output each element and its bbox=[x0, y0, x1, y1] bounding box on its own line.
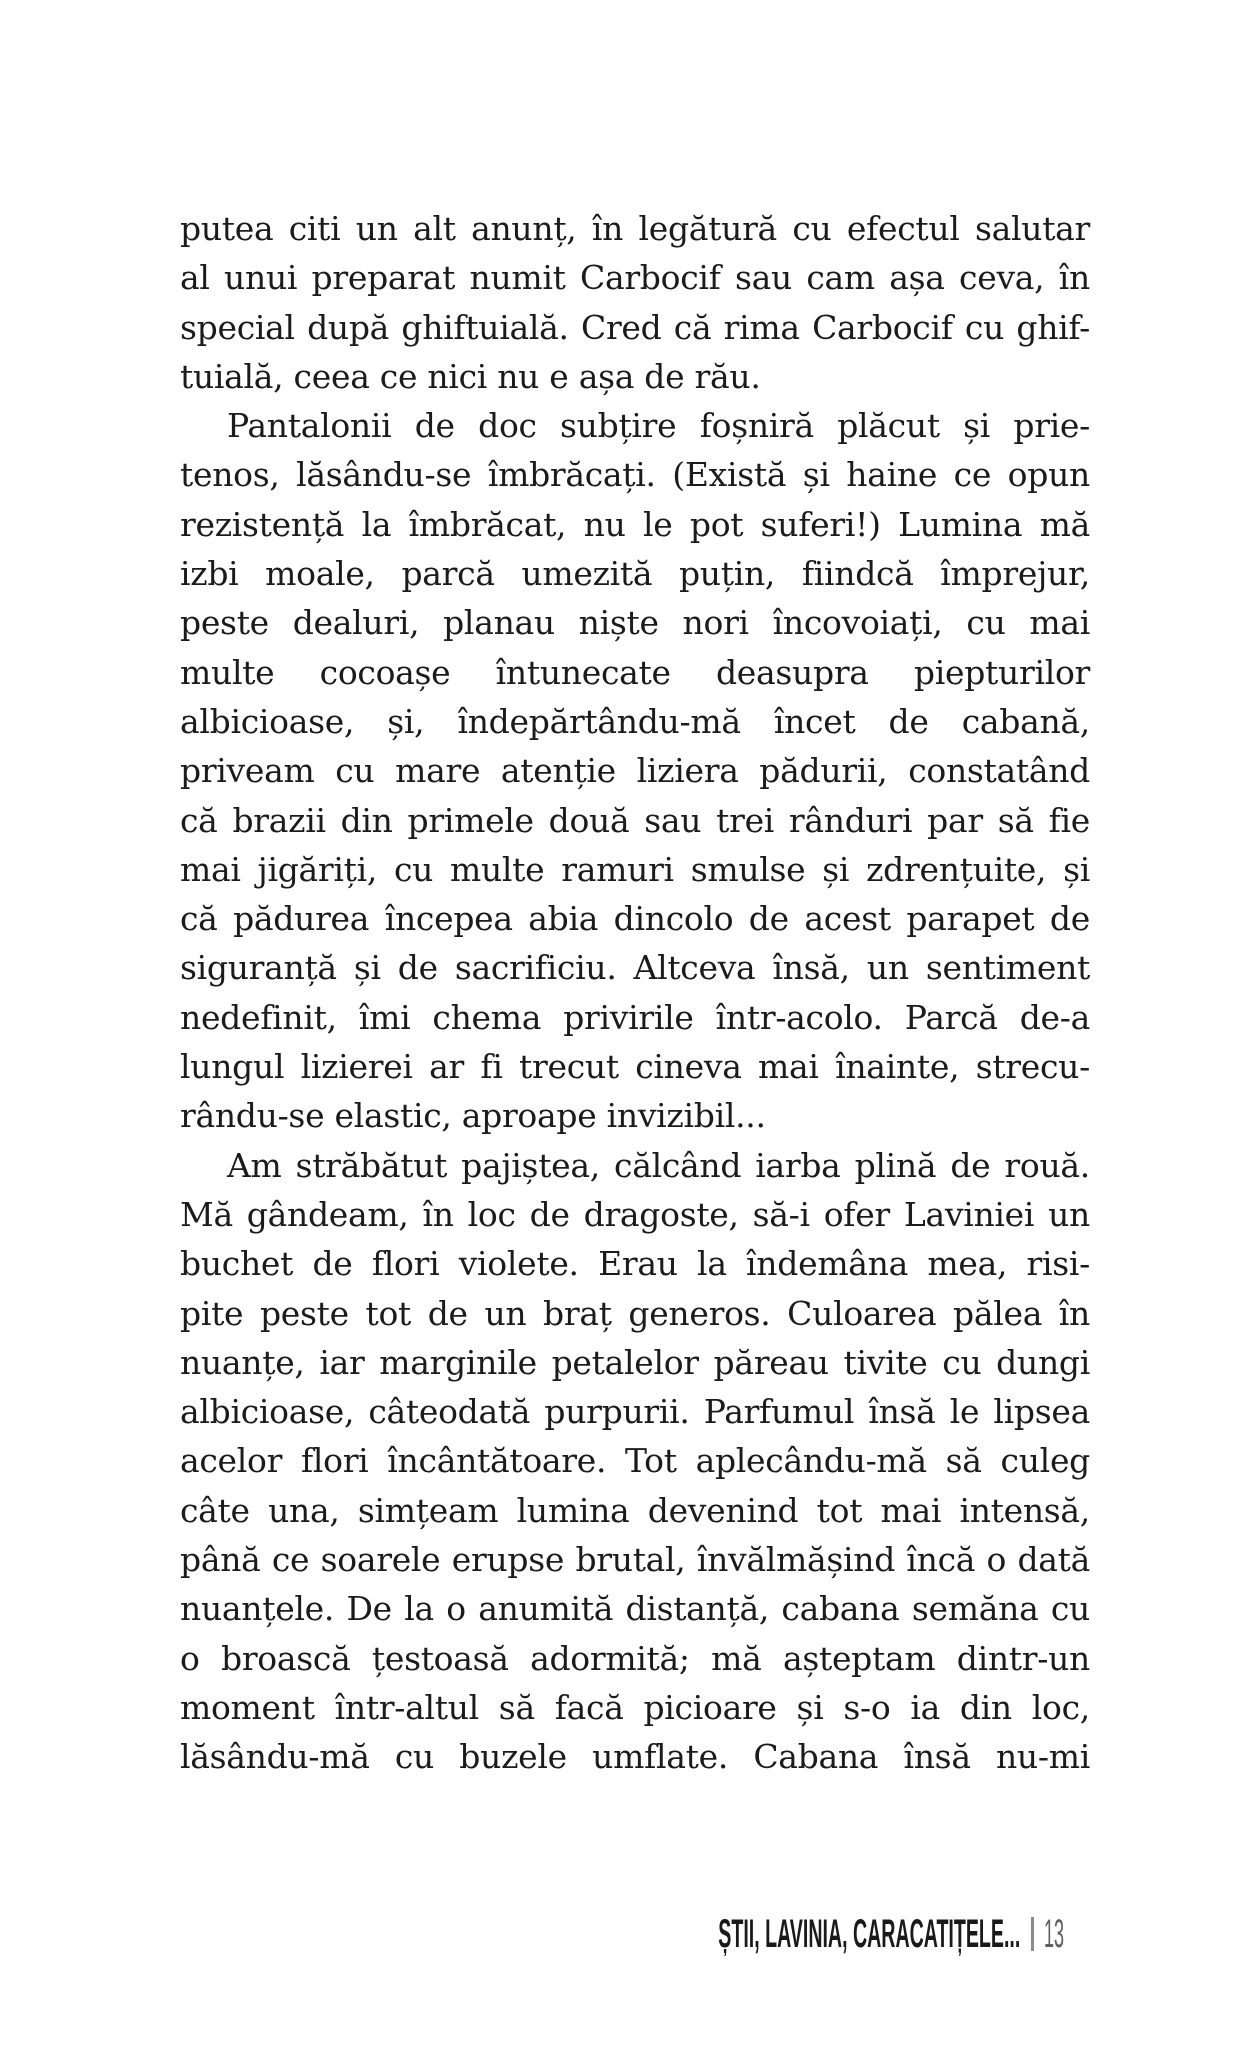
footer-separator bbox=[1031, 1917, 1034, 1951]
page-text-block bbox=[180, 204, 1090, 1782]
page-number: 13 bbox=[1043, 1912, 1064, 1956]
text-line: rezistență la îmbrăcat, nu le pot suferi!) Lumina mă bbox=[180, 504, 1090, 544]
text-line: peste dealuri, planau niște nori încovoiați, cu mai bbox=[180, 603, 1090, 643]
text-line: mai jigăriți, cu multe ramuri smulse și zdrențuite, și bbox=[180, 849, 1090, 889]
text-line: albicioase, câteodată purpurii. Parfumul însă le lipsea bbox=[180, 1392, 1090, 1432]
text-line: siguranță și de sacrificiu. Altceva însă, un sentiment bbox=[180, 948, 1090, 988]
text-line: rându-se elastic, aproape invizibil... bbox=[180, 1096, 766, 1136]
page-footer bbox=[404, 1914, 1088, 1954]
text-line: tuială, ceea ce nici nu e așa de rău. bbox=[180, 356, 761, 396]
text-line: lăsându-mă cu buzele umflate. Cabana însă nu-mi bbox=[180, 1737, 1090, 1777]
text-line: buchet de flori violete. Erau la îndemâna mea, risi- bbox=[180, 1244, 1090, 1284]
text-line: Am străbătut pajiștea, călcând iarba plină de rouă. bbox=[227, 1145, 1090, 1185]
text-line: că pădurea începea abia dincolo de acest parapet de bbox=[180, 899, 1090, 939]
text-line: priveam cu mare atenție liziera pădurii, constatând bbox=[180, 751, 1090, 791]
text-line: pite peste tot de un braț generos. Culoarea pălea în bbox=[180, 1293, 1090, 1333]
text-line: nuanțele. De la o anumită distanță, cabana semăna cu bbox=[180, 1589, 1090, 1629]
text-line: până ce soarele erupse brutal, învălmășind încă o dată bbox=[180, 1540, 1090, 1580]
text-line: special după ghiftuială. Cred că rima Carbocif cu ghif- bbox=[180, 307, 1090, 347]
text-line: Pantalonii de doc subțire foșniră plăcut și prie- bbox=[227, 406, 1090, 446]
text-line: izbi moale, parcă umezită puțin, fiindcă împrejur, bbox=[180, 554, 1090, 594]
text-line: multe cocoașe întunecate deasupra piepturilor bbox=[180, 652, 1090, 692]
text-line: nedefinit, îmi chema privirile într-acolo. Parcă de-a bbox=[180, 997, 1090, 1037]
text-line: albicioase, și, îndepărtându-mă încet de cabană, bbox=[180, 701, 1090, 741]
text-line: Mă gândeam, în loc de dragoste, să-i ofer Laviniei un bbox=[180, 1194, 1090, 1234]
text-line: al unui preparat numit Carbocif sau cam așa ceva, în bbox=[180, 258, 1090, 298]
text-line: că brazii din primele două sau trei rânduri par să fie bbox=[180, 800, 1090, 840]
text-line: putea citi un alt anunț, în legătură cu efectul salutar bbox=[180, 209, 1090, 248]
text-line: câte una, simțeam lumina devenind tot mai intensă, bbox=[180, 1490, 1090, 1530]
text-line: tenos, lăsându-se îmbrăcați. (Există și haine ce opun bbox=[180, 455, 1090, 495]
running-title: ȘTII, LAVINIA, CARACATIȚELE... bbox=[718, 1912, 1021, 1956]
text-line: o broască țestoasă adormită; mă așteptam dintr-un bbox=[180, 1638, 1090, 1678]
text-line: moment într-altul să facă picioare și s-o ia din loc, bbox=[180, 1687, 1090, 1727]
text-line: nuanțe, iar marginile petalelor păreau tivite cu dungi bbox=[180, 1342, 1090, 1382]
text-line: lungul lizierei ar fi trecut cineva mai înainte, strecu- bbox=[180, 1047, 1090, 1087]
text-line: acelor flori încântătoare. Tot aplecându-mă să culeg bbox=[180, 1441, 1090, 1481]
